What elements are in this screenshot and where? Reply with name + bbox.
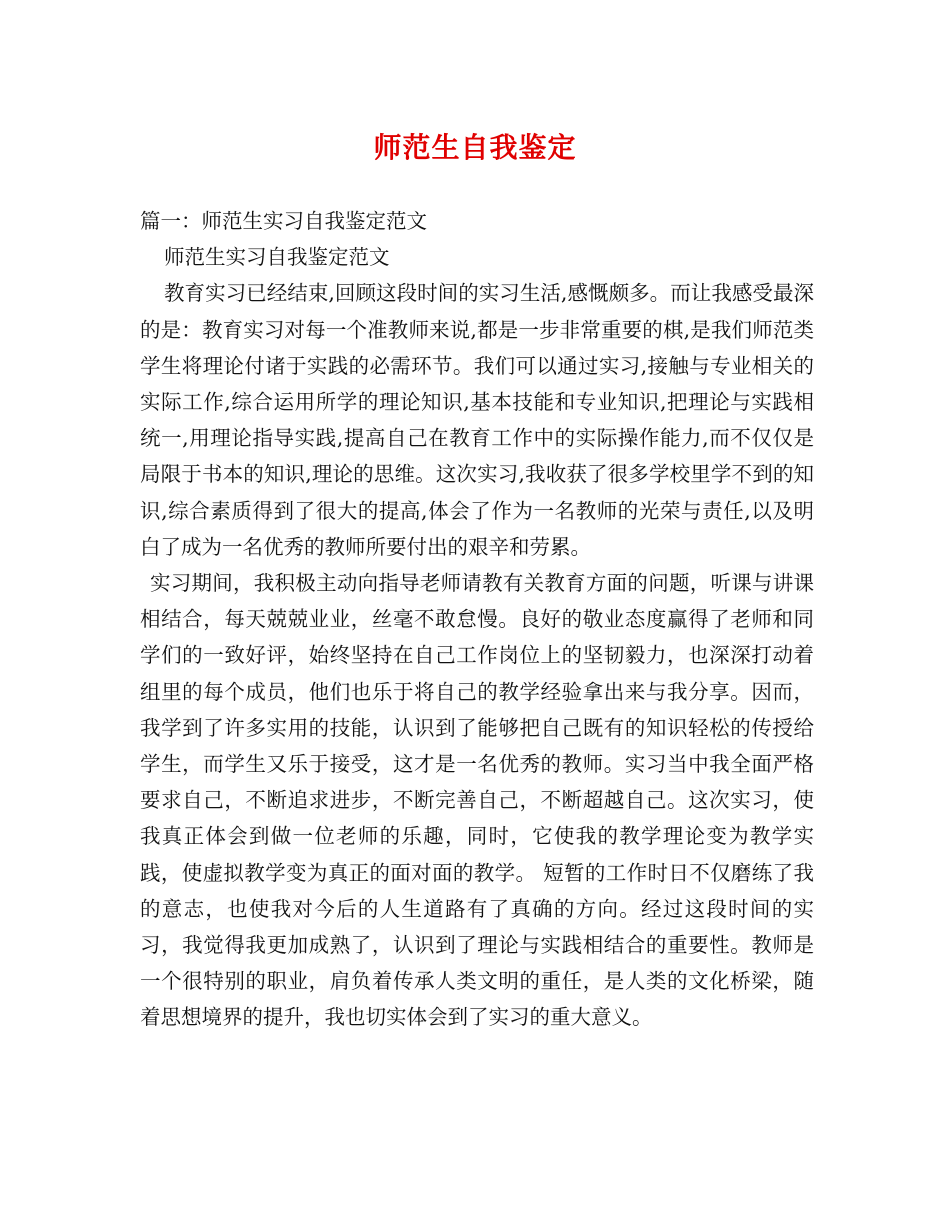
document-body bbox=[140, 203, 814, 1036]
body-paragraph-1: 教育实习已经结束,回顾这段时间的实习生活,感慨颇多。而让我感受最深的是：教育实习对每一个准教师来说,都是一步非常重要的棋,是我们师范类学生将理论付诸于实践的必需环节。我们可以通过实习,接触与专业相关的实际工作,综合运用所学的理论知识,基本技能和专业知识,把理论与实践相统一,用理论指导实践,提高自己在教育工作中的实际操作能力,而不仅仅是局限于书本的知识,理论的思维。这次实习,我收获了很多学校里学不到的知识,综合素质得到了很大的提高,体会了作为一名教师的光荣与责任,以及明白了成为一名优秀的教师所要付出的艰辛和劳累。 bbox=[140, 281, 814, 559]
article-subtitle: 师范生实习自我鉴定范文 bbox=[164, 245, 390, 270]
document-title: 师范生自我鉴定 bbox=[373, 131, 577, 164]
section-heading: 篇一：师范生实习自我鉴定范文 bbox=[140, 209, 427, 233]
body-paragraph-2: 实习期间，我积极主动向指导老师请教有关教育方面的问题，听课与讲课相结合，每天兢兢业业，丝毫不敢怠慢。良好的敬业态度赢得了老师和同学们的一致好评，始终坚持在自己工作岗位上的坚韧毅力，也深深打动着组里的每个成员，他们也乐于将自己的教学经验拿出来与我分享。因而，我学到了许多实用的技能，认识到了能够把自己既有的知识轻松的传授给学生，而学生又乐于接受，这才是一名优秀的教师。实习当中我全面严格要求自己，不断追求进步，不断完善自己，不断超越自己。这次实习，使我真正体会到做一位老师的乐趣，同时，它使我的教学理论变为教学实践，使虚拟教学变为真正的面对面的教学。 短暂的工作时日不仅磨练了我的意志，也使我对今后的人生道路有了真确的方向。经过这段时间的实习，我觉得我更加成熟了，认识到了理论与实践相结合的重要性。教师是一个很特别的职业，肩负着传承人类文明的重任，是人类的文化桥梁，随着思想境界的提升，我也切实体会到了实习的重大意义。 bbox=[140, 571, 814, 1030]
